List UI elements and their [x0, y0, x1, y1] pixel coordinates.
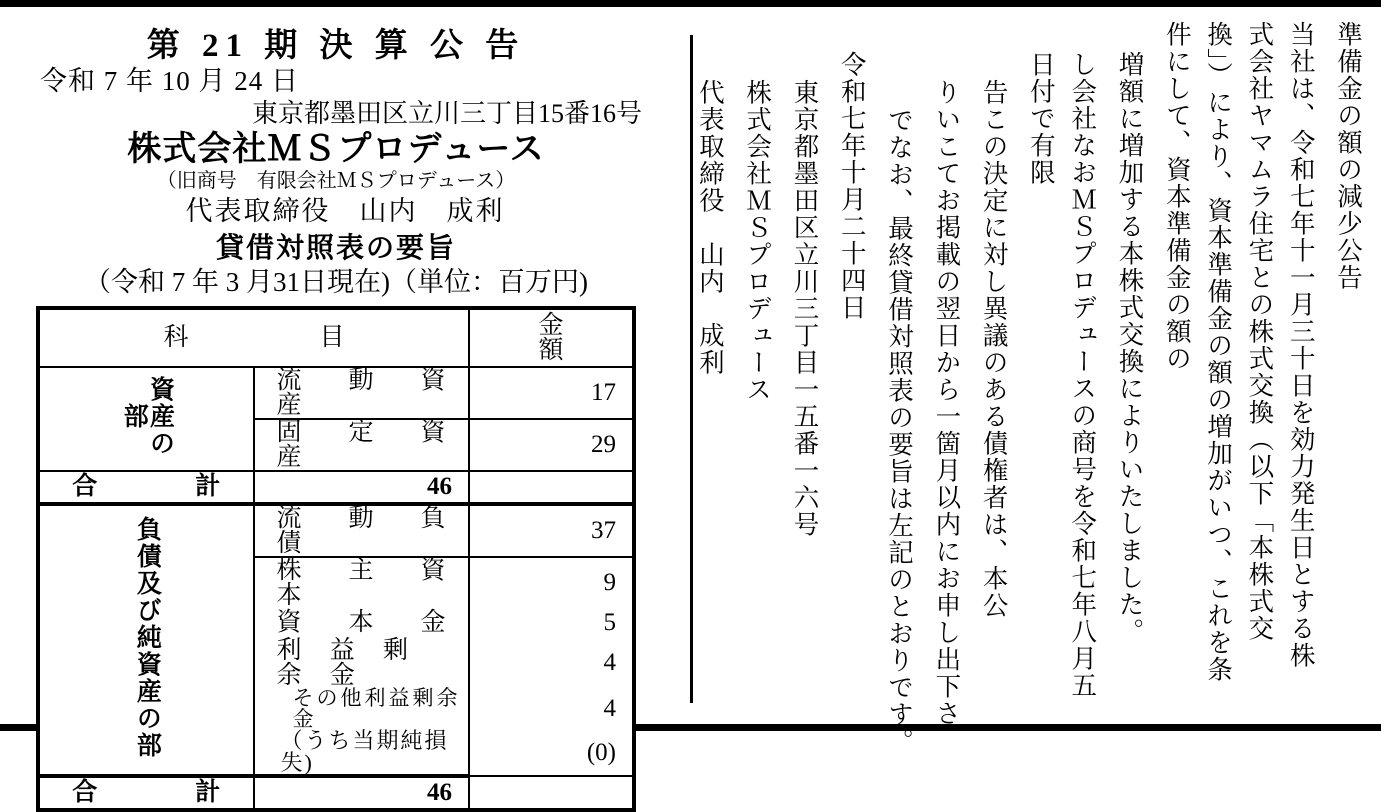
table-row-total [38, 776, 634, 810]
announcement-date: 令和 7 年 10 月 24 日 [40, 66, 299, 97]
liabilities-total-amount: 46 [254, 776, 470, 810]
row-label: 流 動 負 債 [254, 504, 470, 557]
row-amount: 37 [469, 504, 634, 557]
assets-total-label: 合 計 [38, 471, 254, 504]
notice-line: 東京都墨田区立川三丁目一五番一六号 [790, 79, 820, 538]
notice-line: でなお、最終貸借対照表の要旨は左記のとおりです。 [885, 107, 915, 755]
row-label: （うち当期純損失) [254, 730, 470, 776]
financial-announcement-section [0, 14, 672, 807]
row-amount: (0) [469, 730, 634, 776]
company-address: 東京都墨田区立川三丁目15番16号 [251, 99, 642, 129]
column-header-amount: 金 額 [469, 308, 634, 367]
notice-line: し会社なおＭＳプロデュースの商号を令和七年八月五日付で有限 [1026, 51, 1098, 699]
row-amount: 4 [469, 688, 634, 730]
liabilities-section-label: 負債及び純資産の部 [38, 504, 254, 776]
row-amount: 4 [469, 638, 634, 688]
row-amount: 9 [469, 557, 634, 608]
balance-sheet-table [36, 306, 656, 812]
notice-line: 株式会社ＭＳプロデュース [743, 79, 773, 403]
assets-section-label: 資産の部 [38, 367, 254, 471]
page-title: 第 21 期 決 算 公 告 [146, 28, 526, 64]
row-label: 固 定 資 産 [254, 419, 470, 471]
notice-line: 準備金の額の減少公告 [1334, 21, 1363, 291]
former-company-name: （旧商号 有限会社ＭＳプロデュース） [156, 170, 516, 193]
notice-line: りいこてお掲載の翌日から一箇月以内にお申し出下さ [932, 79, 962, 727]
table-row [38, 504, 634, 557]
table-row-total [38, 471, 634, 504]
notice-line: 当社は、令和七年十一月三十日を効力発生日とする株式会社ヤマムラ住宅との株式交換（以下「本株式交換」）により、資本準備金の額の増加がいつ、これを条件にして、資本準備金の額の [1162, 21, 1316, 684]
company-name: 株式会社ＭＳプロデュース [127, 131, 545, 169]
table-header-row [38, 308, 634, 367]
representative-name: 代表取締役 山内 成利 [185, 196, 505, 227]
row-label: 流 動 資 産 [254, 367, 470, 419]
row-label: その他利益剰余金 [254, 688, 470, 730]
notice-line: 代表取締役 山内 成利 [695, 79, 725, 376]
column-header-item: 科 目 [38, 308, 469, 367]
balance-sheet-subtitle: （令和 7 年 3 月31日現在)（単位：百万円) [84, 267, 588, 298]
notice-line: 令和七年十月二十四日 [837, 51, 867, 321]
liabilities-total-label: 合 計 [38, 776, 254, 810]
capital-reduction-notice-section [695, 21, 1372, 755]
row-label: 資 本 金 [254, 608, 470, 638]
row-label: 利 益 剰 余 金 [254, 638, 470, 688]
row-amount: 5 [469, 608, 634, 638]
table-row [38, 367, 634, 419]
row-amount: 29 [469, 419, 634, 471]
row-amount: 17 [469, 367, 634, 419]
row-label: 株 主 資 本 [254, 557, 470, 608]
notice-line: 告この決定に対し異議のある債権者は、本公 [979, 79, 1009, 619]
balance-sheet-title: 貸借対照表の要旨 [215, 232, 456, 264]
assets-total-amount: 46 [254, 471, 470, 504]
notice-line: 増額に増加する本株式交換によりいたしました。 [1115, 51, 1145, 645]
